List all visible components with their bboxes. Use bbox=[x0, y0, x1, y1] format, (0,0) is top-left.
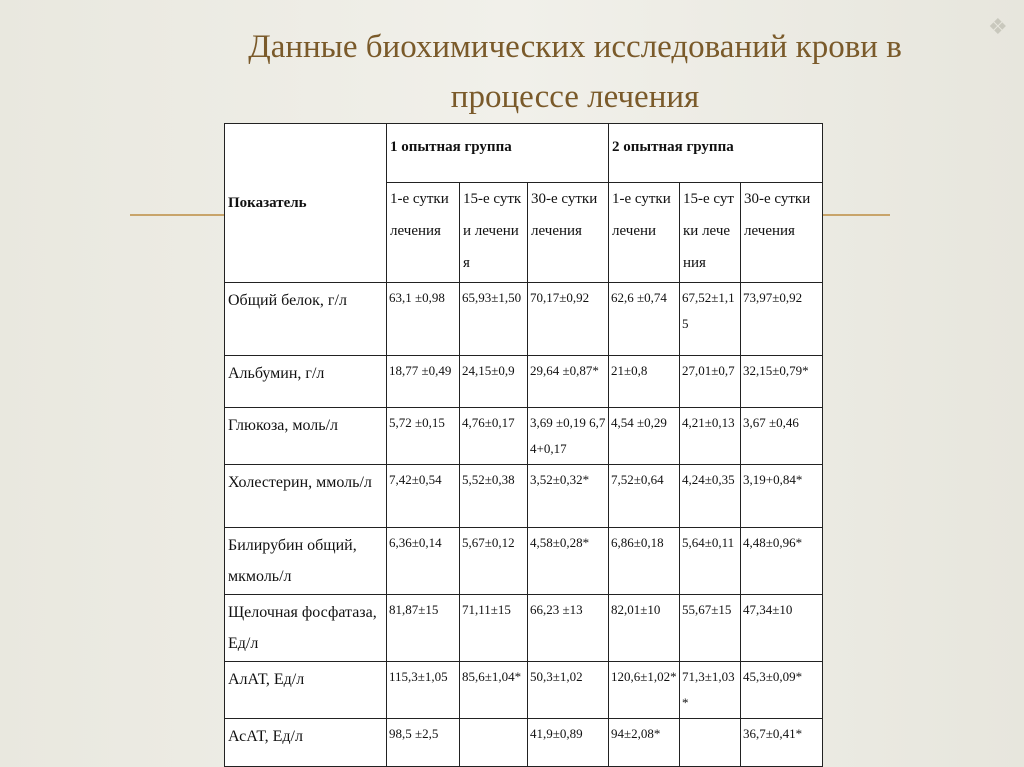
value-cell: 55,67±15 bbox=[680, 595, 741, 662]
day-subheader: 1-е сутки лечени bbox=[609, 183, 680, 283]
decorative-line-right bbox=[822, 214, 890, 216]
value-cell: 3,69 ±0,19 6,74+0,17 bbox=[528, 408, 609, 465]
indicator-label: Глюкоза, моль/л bbox=[225, 408, 387, 465]
table-row bbox=[225, 719, 823, 767]
value-cell: 32,15±0,79* bbox=[741, 356, 823, 408]
indicator-label: АлАТ, Ед/л bbox=[225, 662, 387, 719]
value-cell: 21±0,8 bbox=[609, 356, 680, 408]
value-cell: 66,23 ±13 bbox=[528, 595, 609, 662]
value-cell: 4,21±0,13 bbox=[680, 408, 741, 465]
indicator-label: АсАТ, Ед/л bbox=[225, 719, 387, 767]
value-cell: 7,42±0,54 bbox=[387, 465, 460, 528]
value-cell: 3,19+0,84* bbox=[741, 465, 823, 528]
day-subheader: 30-е сутки лечения bbox=[528, 183, 609, 283]
diamond-ornament-icon: ❖ bbox=[988, 14, 1008, 39]
day-subheader: 15-е сутки лечения bbox=[680, 183, 741, 283]
value-cell: 29,64 ±0,87* bbox=[528, 356, 609, 408]
value-cell: 4,54 ±0,29 bbox=[609, 408, 680, 465]
day-subheader: 1-е сутки лечения bbox=[387, 183, 460, 283]
indicator-label: Общий белок, г/л bbox=[225, 283, 387, 356]
value-cell: 115,3±1,05 bbox=[387, 662, 460, 719]
value-cell: 6,36±0,14 bbox=[387, 528, 460, 595]
table-row bbox=[225, 465, 823, 528]
value-cell: 73,97±0,92 bbox=[741, 283, 823, 356]
table-row bbox=[225, 595, 823, 662]
indicator-label: Щелочная фосфатаза, Ед/л bbox=[225, 595, 387, 662]
table-row bbox=[225, 528, 823, 595]
value-cell: 5,67±0,12 bbox=[460, 528, 528, 595]
value-cell: 70,17±0,92 bbox=[528, 283, 609, 356]
group-1-header: 1 опытная группа bbox=[387, 124, 609, 183]
day-subheader: 30-е сутки лечения bbox=[741, 183, 823, 283]
indicator-label: Холестерин, ммоль/л bbox=[225, 465, 387, 528]
value-cell: 41,9±0,89 bbox=[528, 719, 609, 767]
value-cell: 6,86±0,18 bbox=[609, 528, 680, 595]
indicator-label: Альбумин, г/л bbox=[225, 356, 387, 408]
value-cell: 50,3±1,02 bbox=[528, 662, 609, 719]
value-cell: 45,3±0,09* bbox=[741, 662, 823, 719]
value-cell: 63,1 ±0,98 bbox=[387, 283, 460, 356]
value-cell: 94±2,08* bbox=[609, 719, 680, 767]
indicator-header: Показатель bbox=[225, 124, 387, 283]
value-cell: 71,11±15 bbox=[460, 595, 528, 662]
value-cell: 5,72 ±0,15 bbox=[387, 408, 460, 465]
group-2-header: 2 опытная группа bbox=[609, 124, 823, 183]
indicator-label: Билирубин общий, мкмоль/л bbox=[225, 528, 387, 595]
value-cell: 120,6±1,02* bbox=[609, 662, 680, 719]
value-cell: 82,01±10 bbox=[609, 595, 680, 662]
table-row bbox=[225, 408, 823, 465]
value-cell: 18,77 ±0,49 bbox=[387, 356, 460, 408]
value-cell: 3,52±0,32* bbox=[528, 465, 609, 528]
value-cell: 36,7±0,41* bbox=[741, 719, 823, 767]
value-cell: 7,52±0,64 bbox=[609, 465, 680, 528]
value-cell: 65,93±1,50 bbox=[460, 283, 528, 356]
decorative-line-left bbox=[130, 214, 224, 216]
value-cell: 4,58±0,28* bbox=[528, 528, 609, 595]
value-cell bbox=[460, 719, 528, 767]
value-cell: 27,01±0,7 bbox=[680, 356, 741, 408]
table-row bbox=[225, 283, 823, 356]
value-cell: 3,67 ±0,46 bbox=[741, 408, 823, 465]
value-cell: 5,64±0,11 bbox=[680, 528, 741, 595]
value-cell: 5,52±0,38 bbox=[460, 465, 528, 528]
table-row bbox=[225, 662, 823, 719]
value-cell: 24,15±0,9 bbox=[460, 356, 528, 408]
value-cell: 85,6±1,04* bbox=[460, 662, 528, 719]
slide-title bbox=[100, 22, 1024, 122]
day-subheader: 15-е сутки лечения bbox=[460, 183, 528, 283]
value-cell: 4,76±0,17 bbox=[460, 408, 528, 465]
title-line-2: процессе лечения bbox=[450, 79, 700, 115]
value-cell: 81,87±15 bbox=[387, 595, 460, 662]
value-cell: 4,48±0,96* bbox=[741, 528, 823, 595]
value-cell: 98,5 ±2,5 bbox=[387, 719, 460, 767]
value-cell: 67,52±1,15 bbox=[680, 283, 741, 356]
title-line-1: Данные биохимических исследований крови в bbox=[248, 29, 902, 65]
biochemistry-table bbox=[224, 123, 823, 767]
value-cell: 71,3±1,03* bbox=[680, 662, 741, 719]
value-cell: 62,6 ±0,74 bbox=[609, 283, 680, 356]
value-cell: 47,34±10 bbox=[741, 595, 823, 662]
value-cell bbox=[680, 719, 741, 767]
value-cell: 4,24±0,35 bbox=[680, 465, 741, 528]
table-row bbox=[225, 356, 823, 408]
